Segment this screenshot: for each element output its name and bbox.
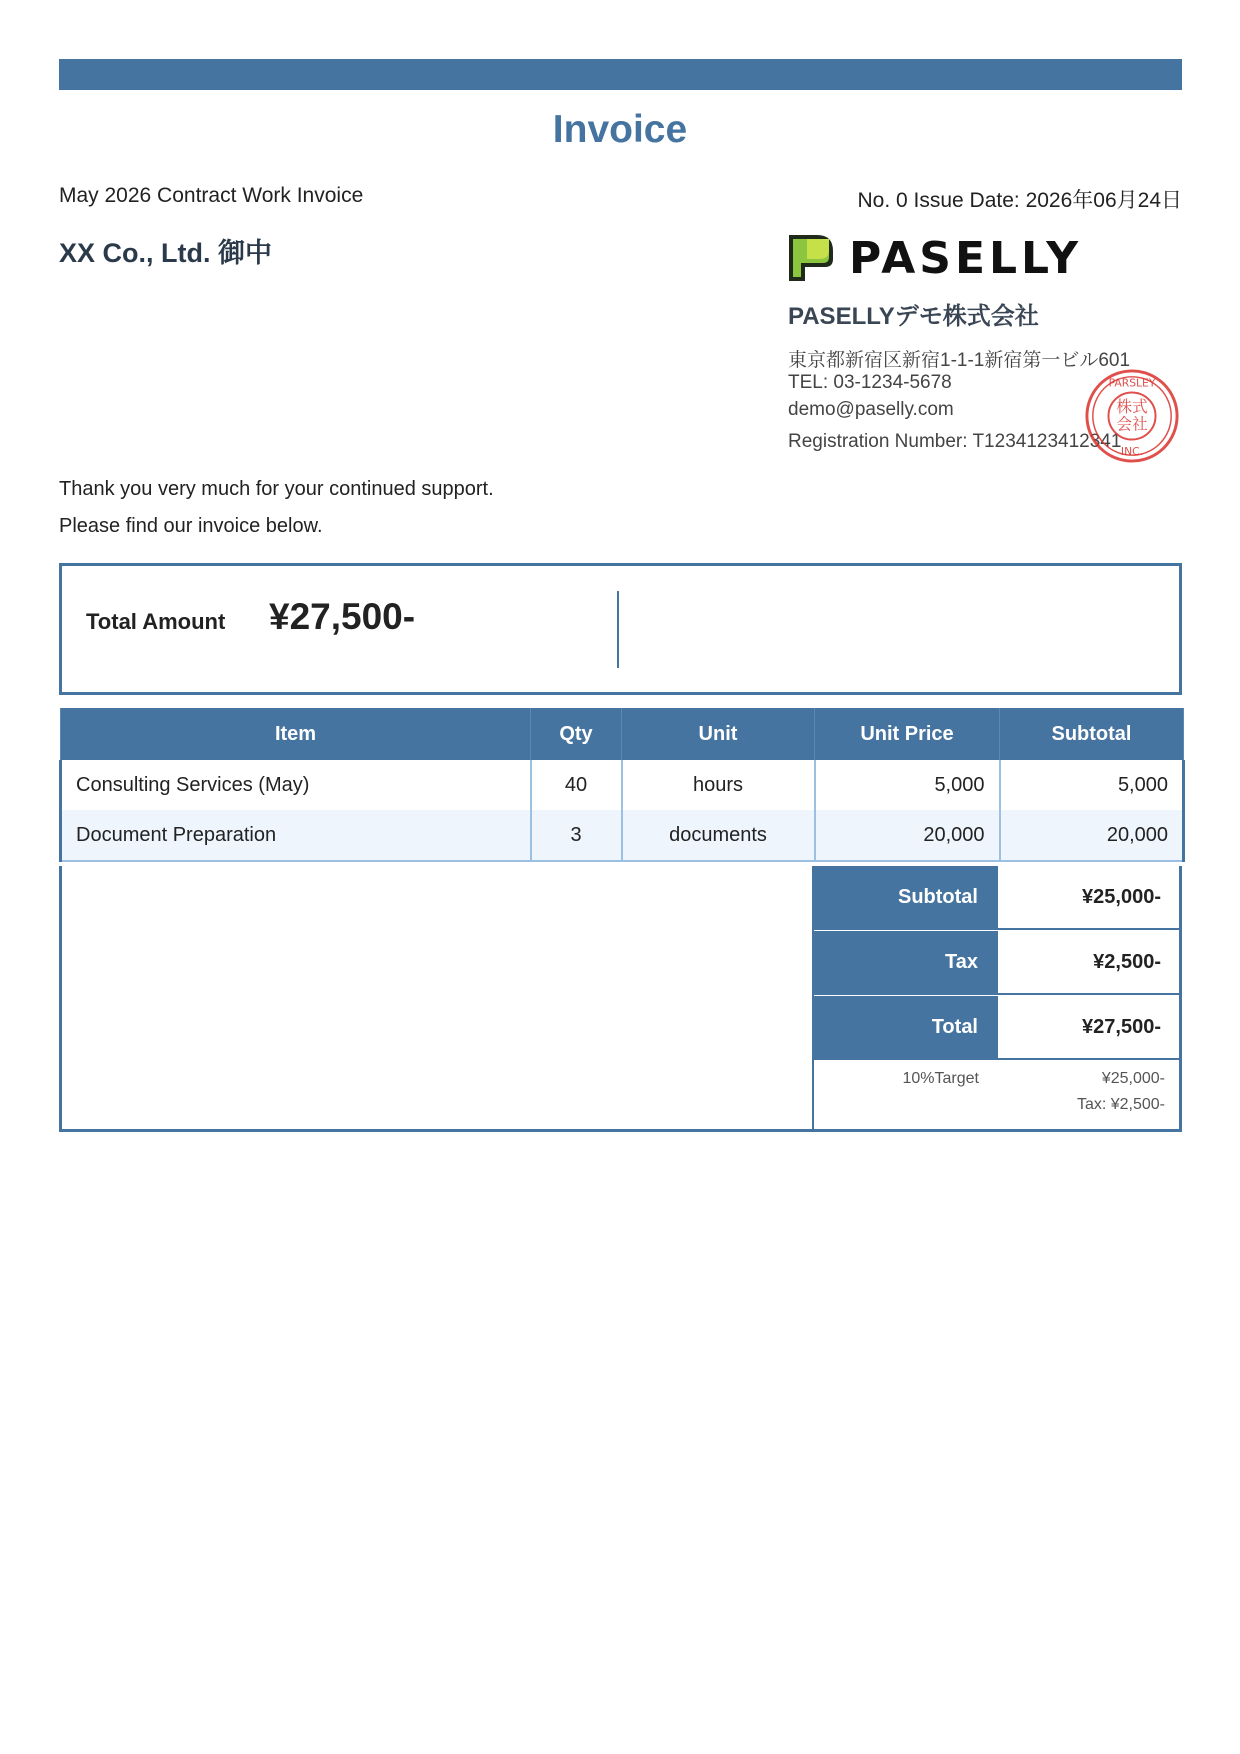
cell-qty: 3: [531, 810, 622, 861]
table-header-row: [61, 708, 1184, 760]
column-header-subtotal: Subtotal: [1000, 708, 1184, 760]
recipient-name: XX Co., Ltd. 御中: [59, 238, 272, 268]
cell-item: Document Preparation: [61, 810, 531, 861]
total-amount-label: Total Amount: [86, 609, 226, 634]
summary-subtotal-label: Subtotal: [814, 866, 998, 930]
summary-subtotal-value: ¥25,000-: [998, 866, 1179, 930]
svg-text:会社: 会社: [1116, 414, 1148, 434]
invoice-subject: May 2026 Contract Work Invoice: [59, 184, 364, 207]
table-row: [61, 810, 1184, 861]
total-amount-value: ¥27,500-: [269, 596, 416, 637]
summary-tax-value: ¥2,500-: [998, 931, 1179, 995]
summary-tax-label: Tax: [814, 931, 998, 995]
page-title: Invoice: [552, 108, 688, 151]
cell-unit: documents: [622, 810, 815, 861]
company-seal-stamp: [1083, 367, 1181, 465]
issuer-registration-number: Registration Number: T1234123412341: [788, 431, 1122, 452]
line-items-table: [59, 708, 1185, 862]
column-header-unit: Unit: [622, 708, 815, 760]
summary-section: [59, 866, 1182, 1132]
svg-text:株式: 株式: [1116, 397, 1148, 417]
logo-mark-icon: [787, 231, 1087, 285]
column-header-item: Item: [61, 708, 531, 760]
tax-breakdown-tax: Tax: ¥2,500-: [1076, 1096, 1165, 1113]
tax-breakdown-label: 10%Target: [902, 1070, 979, 1087]
company-logo: [787, 231, 1087, 285]
svg-text:PARSLEY: PARSLEY: [1108, 376, 1156, 390]
issuer-tel: TEL: 03-1234-5678: [788, 372, 952, 393]
issuer-address: 東京都新宿区新宿1-1-1新宿第一ビル601: [788, 350, 1131, 371]
cell-unit-price: 20,000: [815, 810, 1000, 861]
cell-qty: 40: [531, 760, 622, 810]
column-header-qty: Qty: [531, 708, 622, 760]
summary-total-value: ¥27,500-: [998, 996, 1179, 1060]
greeting-line-2: Please find our invoice below.: [59, 515, 323, 537]
logo-wordmark: PASELLY: [849, 233, 1083, 284]
total-amount-box: [59, 563, 1182, 695]
summary-total-label: Total: [814, 996, 998, 1060]
total-box-divider: [617, 591, 619, 668]
cell-unit: hours: [622, 760, 815, 810]
svg-text:INC.: INC.: [1120, 445, 1144, 459]
issuer-email: demo@paselly.com: [788, 399, 954, 420]
table-row: [61, 760, 1184, 810]
column-header-unit-price: Unit Price: [815, 708, 1000, 760]
cell-unit-price: 5,000: [815, 760, 1000, 810]
greeting-line-1: Thank you very much for your continued support.: [59, 478, 494, 500]
issuer-name: PASELLYデモ株式会社: [788, 303, 1039, 330]
cell-item: Consulting Services (May): [61, 760, 531, 810]
cell-subtotal: 5,000: [1000, 760, 1184, 810]
issue-number-date: No. 0 Issue Date: 2026年06月24日: [857, 189, 1182, 212]
tax-breakdown-amount: ¥25,000-: [1101, 1070, 1165, 1087]
header-bar: [59, 59, 1182, 90]
cell-subtotal: 20,000: [1000, 810, 1184, 861]
